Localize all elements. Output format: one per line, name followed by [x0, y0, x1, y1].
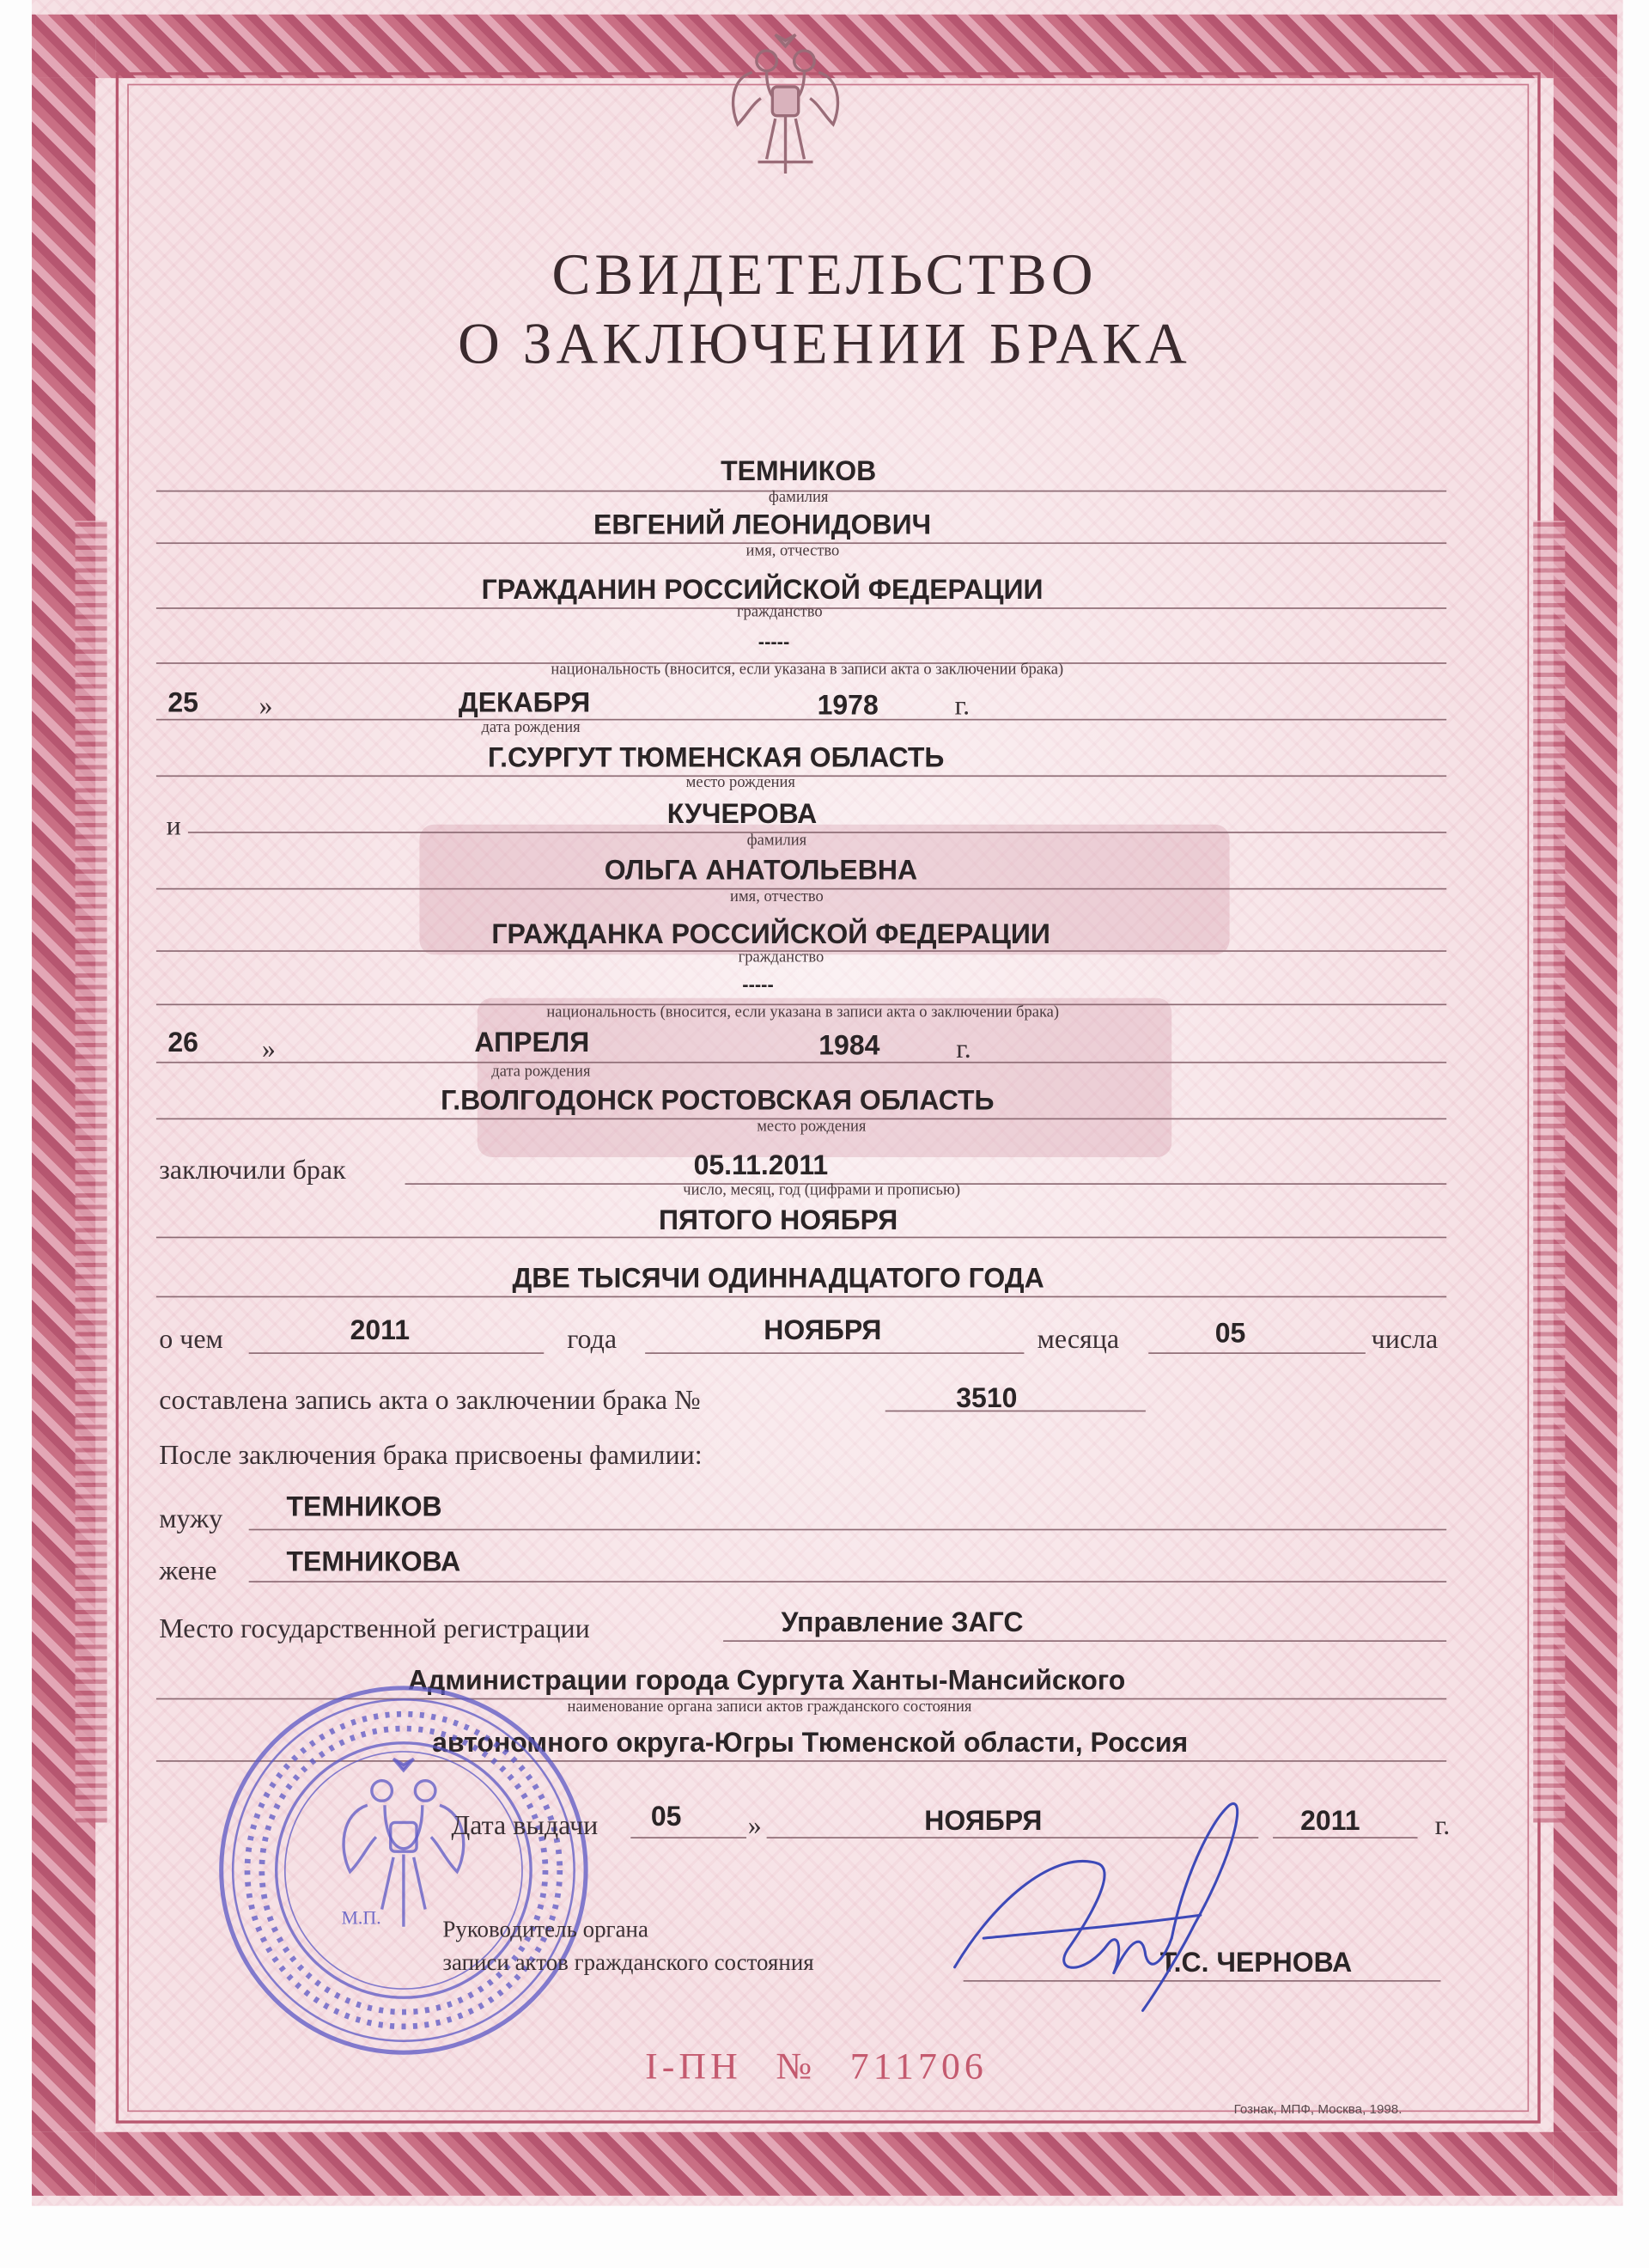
marriage-date-words-line1: ПЯТОГО НОЯБРЯ [658, 1206, 898, 1237]
husband-citizenship: ГРАЖДАНИН РОССИЙСКОЙ ФЕДЕРАЦИИ [481, 576, 1044, 607]
caption-birth-place-wife: место рождения [757, 1118, 867, 1136]
left-ornament-band [76, 521, 107, 1822]
caption-authority: наименование органа записи актов гражданского состояния [567, 1698, 972, 1716]
rule-husband-new-surname [249, 1529, 1447, 1531]
document-title-line1: СВИДЕТЕЛЬСТВО [551, 241, 1098, 307]
rule-issue-day [630, 1837, 746, 1838]
caption-name-patronymic: имя, отчество [745, 542, 840, 560]
caption-birth-date: дата рождения [481, 718, 581, 737]
rule-registration-1 [723, 1640, 1446, 1642]
year-suffix-issue: г. [1434, 1810, 1451, 1842]
wife-citizenship: ГРАЖДАНКА РОССИЙСКОЙ ФЕДЕРАЦИИ [491, 919, 1050, 951]
marriage-label: заключили брак [159, 1155, 346, 1186]
wife-birth-place: Г.ВОЛГОДОНСК РОСТОВСКАЯ ОБЛАСТЬ [441, 1086, 995, 1117]
right-ornament-band [1533, 521, 1565, 1822]
rule-wife-new-surname [249, 1581, 1447, 1582]
rule-record-day [1148, 1352, 1366, 1354]
rule-record-month [645, 1352, 1024, 1354]
registration-line2: Администрации города Сургута Ханты-Мансийского [407, 1666, 1126, 1697]
husband-birth-day: 25 [167, 688, 198, 719]
caption-nationality: национальность (вносится, если указана в записи акта о заключении брака) [551, 661, 1064, 679]
caption-name-patronymic-wife: имя, отчество [730, 887, 824, 905]
caption-nationality-wife: национальность (вносится, если указана в записи акта о заключении брака) [546, 1003, 1060, 1021]
rule-marriage-words-2 [156, 1296, 1446, 1298]
husband-birth-year: 1978 [817, 691, 879, 722]
husband-birth-month: ДЕКАБРЯ [458, 688, 591, 719]
official-title-line2: записи актов гражданского состояния [442, 1951, 814, 1976]
wife-new-surname: ТЕМНИКОВА [286, 1547, 461, 1578]
serial-series: I-ПН [645, 2045, 742, 2088]
quote-mark-wife: » [261, 1033, 276, 1065]
wife-birth-month: АПРЕЛЯ [474, 1028, 590, 1059]
official-seal-stamp [214, 1680, 593, 2059]
conjunction-and: и [166, 811, 181, 842]
issue-month: НОЯБРЯ [924, 1806, 1043, 1838]
serial-digits: 711706 [849, 2045, 988, 2088]
record-day: 05 [1214, 1319, 1246, 1350]
official-title-line1: Руководитель органа [442, 1917, 648, 1943]
year-suffix: г. [954, 691, 971, 722]
record-year-label: года [567, 1325, 618, 1356]
background-watermark [391, 781, 1259, 1215]
caption-birth-place: место рождения [685, 773, 795, 791]
husband-new-surname: ТЕМНИКОВ [286, 1492, 442, 1523]
serial-no-sign: № [776, 2045, 817, 2088]
wife-nationality: ----- [742, 973, 774, 996]
husband-nationality: ----- [758, 631, 790, 653]
year-suffix-wife: г. [956, 1033, 971, 1065]
rule-wife-birthdate [156, 1062, 1446, 1064]
record-number: 3510 [956, 1384, 1018, 1415]
record-month-label: месяца [1037, 1325, 1120, 1356]
issue-label: Дата выдачи [451, 1810, 599, 1842]
marriage-date-words-line2: ДВЕ ТЫСЯЧИ ОДИННАДЦАТОГО ГОДА [512, 1264, 1044, 1295]
handwritten-signature [940, 1794, 1273, 2025]
surnames-after-heading: После заключения брака присвоены фамилии: [159, 1440, 703, 1472]
marriage-date-digits: 05.11.2011 [693, 1151, 829, 1182]
wife-birth-day: 26 [167, 1028, 198, 1059]
rule-husband-birthdate [156, 719, 1446, 721]
record-day-label: числа [1371, 1325, 1439, 1356]
record-about-label: о чем [159, 1325, 223, 1356]
document-title-line2: О ЗАКЛЮЧЕНИИ БРАКА [458, 310, 1191, 376]
registration-label: Место государственной регистрации [159, 1614, 590, 1645]
double-headed-eagle-emblem [723, 29, 848, 186]
registration-line3: автономного округа-Югры Тюменской области, Россия [432, 1728, 1189, 1759]
registration-line1: Управление ЗАГС [781, 1608, 1024, 1639]
wife-birth-year: 1984 [818, 1031, 880, 1062]
wife-surname: КУЧЕРОВА [666, 800, 818, 831]
husband-birth-place: Г.СУРГУТ ТЮМЕНСКАЯ ОБЛАСТЬ [487, 743, 945, 774]
husband-label: мужу [159, 1504, 223, 1535]
record-year: 2011 [350, 1316, 411, 1347]
caption-citizenship-wife: гражданство [738, 948, 824, 966]
printer-imprint: Гознак, МПФ, Москва, 1998. [1233, 2101, 1403, 2117]
wife-name: ОЛЬГА АНАТОЛЬЕВНА [604, 856, 918, 887]
husband-name: ЕВГЕНИЙ ЛЕОНИДОВИЧ [593, 510, 932, 541]
quote-mark-issue: » [747, 1810, 762, 1842]
caption-birth-date-wife: дата рождения [491, 1063, 591, 1081]
stamp-mp-text: М.П. [341, 1906, 381, 1929]
official-name: Т.С. ЧЕРНОВА [1159, 1948, 1353, 1979]
rule-wife-surname [188, 832, 1446, 833]
issue-day: 05 [650, 1802, 682, 1833]
caption-marriage-date: число, месяц, год (цифрами и прописью) [683, 1181, 960, 1199]
rule-husband-birthplace [156, 775, 1446, 777]
issue-year: 2011 [1300, 1806, 1360, 1838]
caption-surname-wife: фамилия [746, 832, 807, 850]
quote-mark: » [259, 691, 273, 722]
wife-label: жене [159, 1556, 217, 1588]
caption-surname: фамилия [768, 489, 829, 507]
rule-record-year [249, 1352, 545, 1354]
caption-citizenship: гражданство [736, 603, 823, 621]
serial-number [645, 2045, 988, 2089]
husband-surname: ТЕМНИКОВ [721, 457, 877, 488]
record-month: НОЯБРЯ [764, 1316, 882, 1347]
record-number-label: составлена запись акта о заключении брака № [159, 1385, 701, 1417]
